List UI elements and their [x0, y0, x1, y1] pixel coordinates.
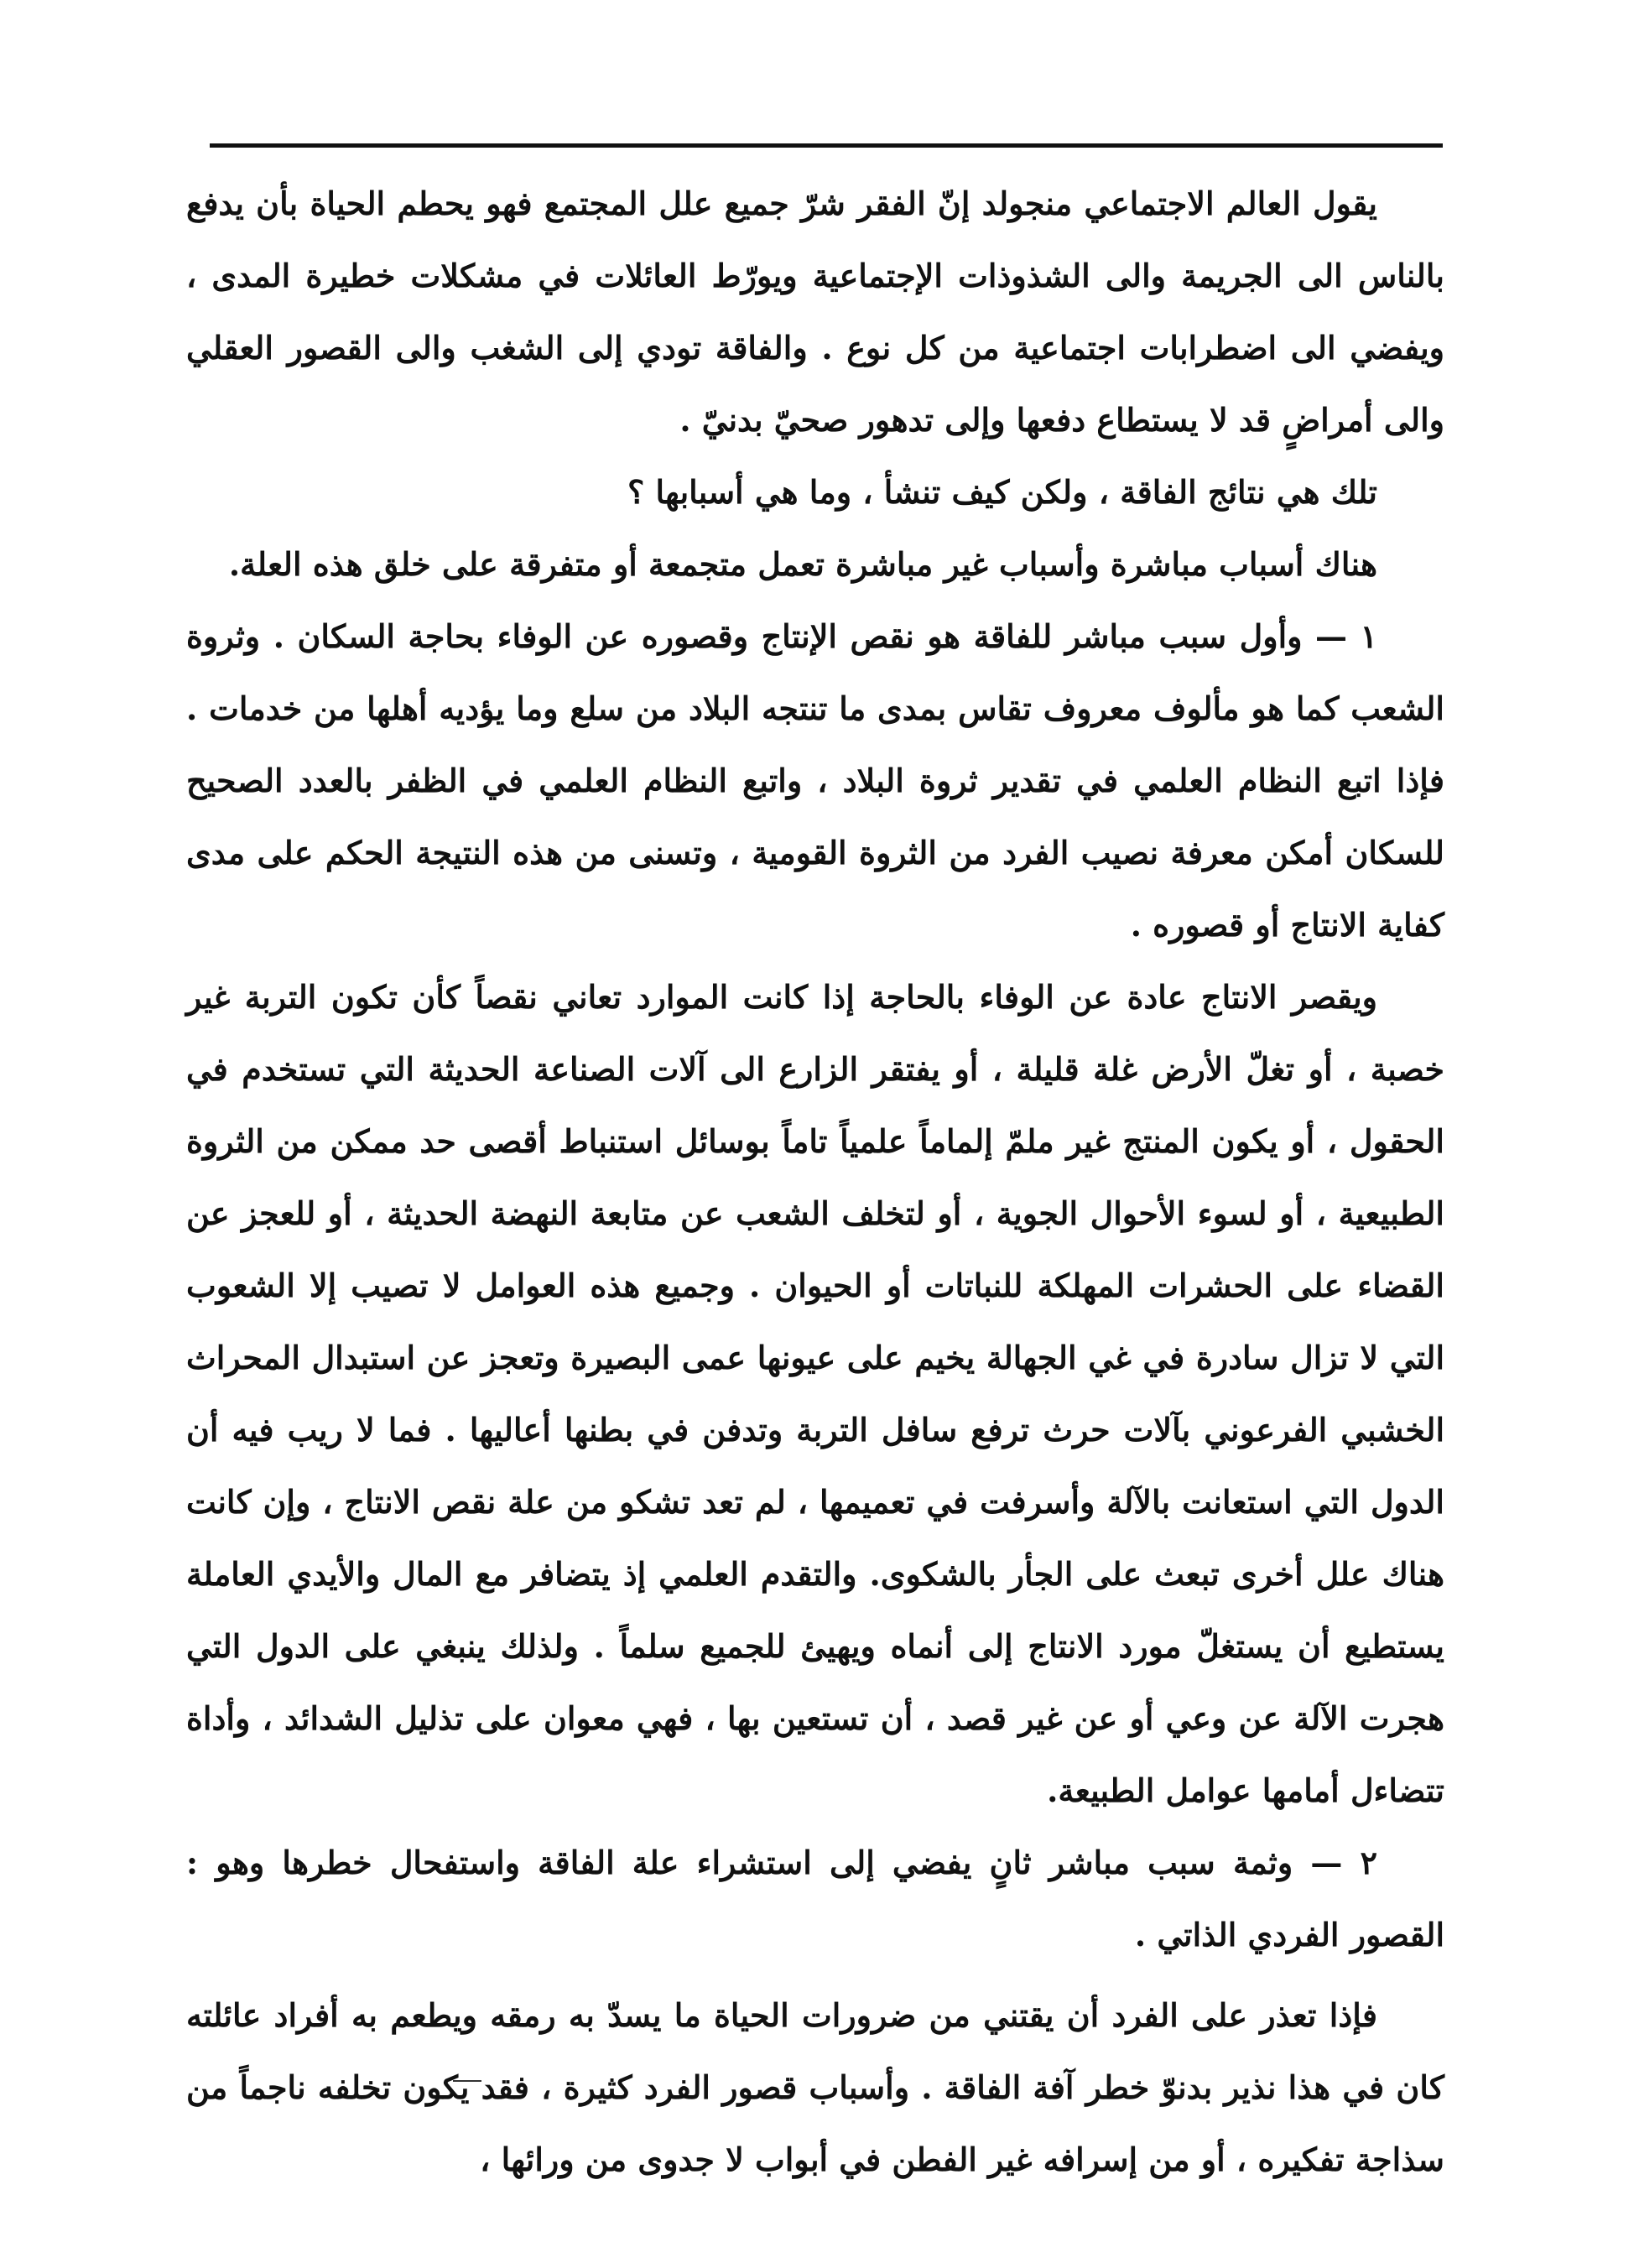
paragraph-2: تلك هي نتائج الفاقة ، ولكن كيف تنشأ ، وما هي أسبابها ؟: [627, 473, 1377, 511]
paragraph-4: ١ — وأول سبب مباشر للفاقة هو نقص الإنتاج وقصوره عن الوفاء بحاجة السكان . وثروة الشعب كما هو مألوف معروف تقاس بمدى ما تنتجه البلاد من سلع وما يؤديه أهلها من خدمات . فإذا اتبع النظام العلمي في تقدير ثروة البلاد ، واتبع النظام العلمي في الظفر بالعدد الصحيح للسكان أمكن معرفة نصيب الفرد من الثروة القومية ، وتسنى من هذه النتيجة الحكم على مدى كفاية الانتاج أو قصوره .: [186, 617, 1444, 944]
footer-mark: [453, 2080, 481, 2082]
paragraph-5: ويقصر الانتاج عادة عن الوفاء بالحاجة إذا كانت الموارد تعاني نقصاً كأن تكون التربة غير خصبة ، أو تغلّ الأرض غلة قليلة ، أو يفتقر الزارع الى آلات الصناعة الحديثة التي تستخدم في الحقول ، أو يكون المنتج غير ملمّ إلماماً علمياً تاماً بوسائل استنباط أقصى حد ممكن من الثروة الطبيعية ، أو لسوء الأحوال الجوية ، أو لتخلف الشعب عن متابعة النهضة الحديثة ، أو للعجز عن القضاء على الحشرات المهلكة للنباتات أو الحيوان . وجميع هذه العوامل لا تصيب إلا الشعوب التي لا تزال سادرة في غي الجهالة يخيم على عيونها عمى البصيرة وتعجز عن استبدال المحراث الخشبي الفرعوني بآلات حرث ترفع سافل التربة وتدفن في بطنها أعاليها . فما لا ريب فيه أن الدول التي استعانت بالآلة وأسرفت في تعميمها ، لم تعد تشكو من علة نقص الانتاج ، وإن كانت هناك علل أخرى تبعث على الجأر بالشكوى. والتقدم العلمي إذ يتضافر مع المال والأيدي العاملة يستطيع أن يستغلّ مورد الانتاج إلى أنماه ويهيئ للجميع سلماً . ولذلك ينبغي على الدول التي هجرت الآلة عن وعي أو عن غير قصد ، أن تستعين بها ، فهي معوان على تذليل الشدائد ، وأداة تتضاءل أمامها عوامل الطبيعة.: [186, 978, 1444, 1809]
paragraph-3: هناك أسباب مباشرة وأسباب غير مباشرة تعمل متجمعة أو متفرقة على خلق هذه العلة.: [228, 545, 1377, 583]
body-text: [186, 168, 1444, 2196]
paragraph-6: ٢ — وثمة سبب مباشر ثانٍ يفضي إلى استشراء علة الفاقة واستفحال خطرها وهو : القصور الفردي الذاتي .: [186, 1844, 1444, 1953]
paragraph-7: فإذا تعذر على الفرد أن يقتني من ضرورات الحياة ما يسدّ به رمقه ويطعم به أفراد عائلته كان في هذا نذير بدنوّ خطر آفة الفاقة . وأسباب قصور الفرد كثيرة ، فقد يكون تخلفه ناجماً من سذاجة تفكيره ، أو من إسرافه غير الفطن في أبواب لا جدوى من ورائها ،: [186, 1996, 1444, 2178]
paragraph-1: يقول العالم الاجتماعي منجولد إنّ الفقر شرّ جميع علل المجتمع فهو يحطم الحياة بأن يدفع بالناس الى الجريمة والى الشذوذات الإجتماعية ويورّط العائلات في مشكلات خطيرة المدى ، ويفضي الى اضطرابات اجتماعية من كل نوع . والفاقة تودي إلى الشغب والى القصور العقلي والى أمراضٍ قد لا يستطاع دفعها وإلى تدهور صحيّ بدنيّ .: [186, 185, 1444, 439]
header-rule: [210, 143, 1443, 148]
